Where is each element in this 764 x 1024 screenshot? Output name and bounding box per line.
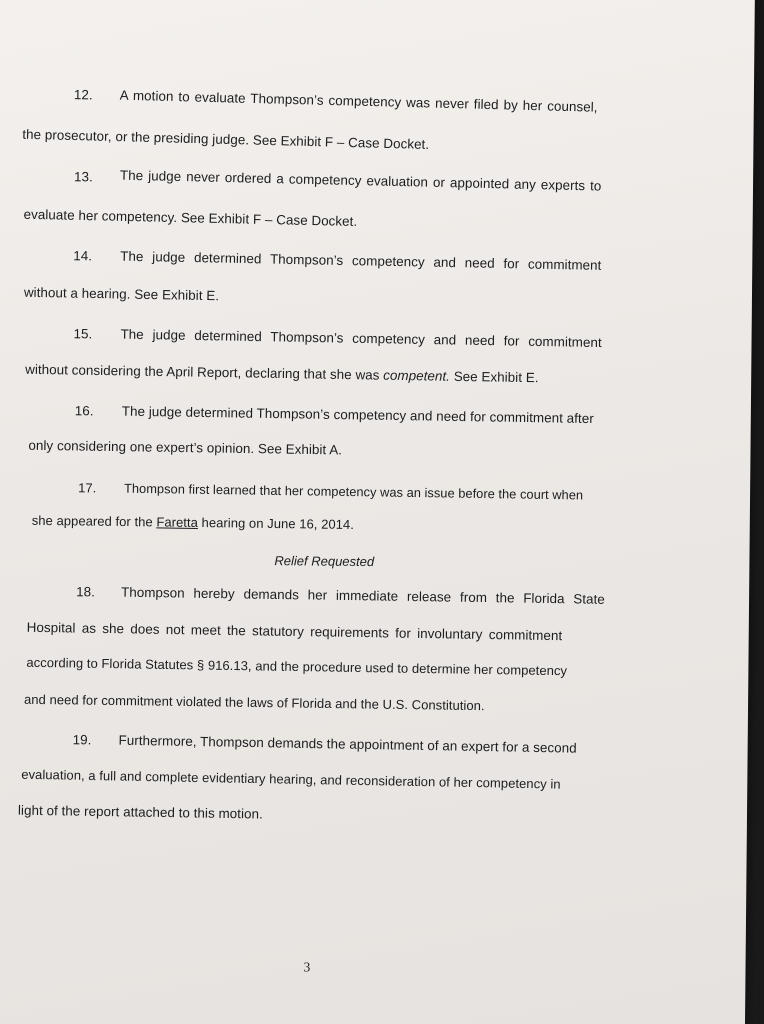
- paragraph-line: and need for commitment violated the laws of Florida and the U.S. Constitution.: [23, 691, 485, 714]
- text-segment: she appeared for the: [31, 512, 157, 530]
- paragraph-line: Thompson hereby demands her immediate release from the Florida State: [120, 584, 605, 607]
- paragraph-number: 14.: [73, 248, 93, 264]
- text-segment: See Exhibit E.: [449, 368, 539, 386]
- paragraph-number: 19.: [72, 732, 92, 748]
- paragraph-line: the prosecutor, or the presiding judge. See Exhibit F – Case Docket.: [22, 126, 430, 152]
- paragraph-line: Hospital as she does not meet the statutory requirements for involuntary commitment: [26, 619, 563, 644]
- paragraph-line: Thompson first learned that her competency was an issue before the court when: [123, 480, 584, 503]
- italic-text: competent.: [383, 367, 451, 384]
- paragraph-number: 15.: [73, 326, 93, 342]
- paragraph-line: The judge determined Thompson’s competency and need for commitment after: [121, 403, 594, 427]
- paragraph-line: A motion to evaluate Thompson’s competency was never filed by her counsel,: [119, 87, 598, 115]
- paragraph-number: 18.: [76, 584, 95, 600]
- paragraph-line: evaluate her competency. See Exhibit F – Case Docket.: [23, 206, 358, 229]
- paragraph-line: without a hearing. See Exhibit E.: [23, 284, 220, 304]
- text-segment: without considering the April Report, declaring that she was: [25, 361, 384, 383]
- paragraph-line: according to Florida Statutes § 916.13, and the procedure used to determine her competency: [26, 654, 568, 679]
- case-name-underlined: Faretta: [156, 514, 199, 530]
- paragraph-line: [32, 513, 354, 532]
- page-number: 3: [303, 959, 311, 975]
- section-heading: Relief Requested: [274, 553, 375, 570]
- paragraph-number: 12.: [73, 87, 93, 103]
- paragraph-line: [25, 362, 539, 386]
- paragraph-line: The judge determined Thompson’s competency and need for commitment: [120, 248, 602, 273]
- paragraph-number: 13.: [74, 169, 93, 185]
- paragraph-line: evaluation, a full and complete evidentiary hearing, and reconsideration of her competency in: [21, 766, 561, 792]
- paragraph-number: 16.: [74, 403, 94, 419]
- paragraph-line: The judge determined Thompson’s competency and need for commitment: [120, 326, 602, 351]
- text-segment: hearing on June 16, 2014.: [197, 514, 355, 533]
- paragraph-line: Furthermore, Thompson demands the appointment of an expert for a second: [118, 732, 577, 756]
- paragraph-line: The judge never ordered a competency evaluation or appointed any experts to: [119, 167, 602, 194]
- paragraph-number: 17.: [78, 480, 97, 496]
- paragraph-line: light of the report attached to this motion.: [17, 802, 263, 822]
- paragraph-line: only considering one expert’s opinion. See Exhibit A.: [28, 437, 343, 458]
